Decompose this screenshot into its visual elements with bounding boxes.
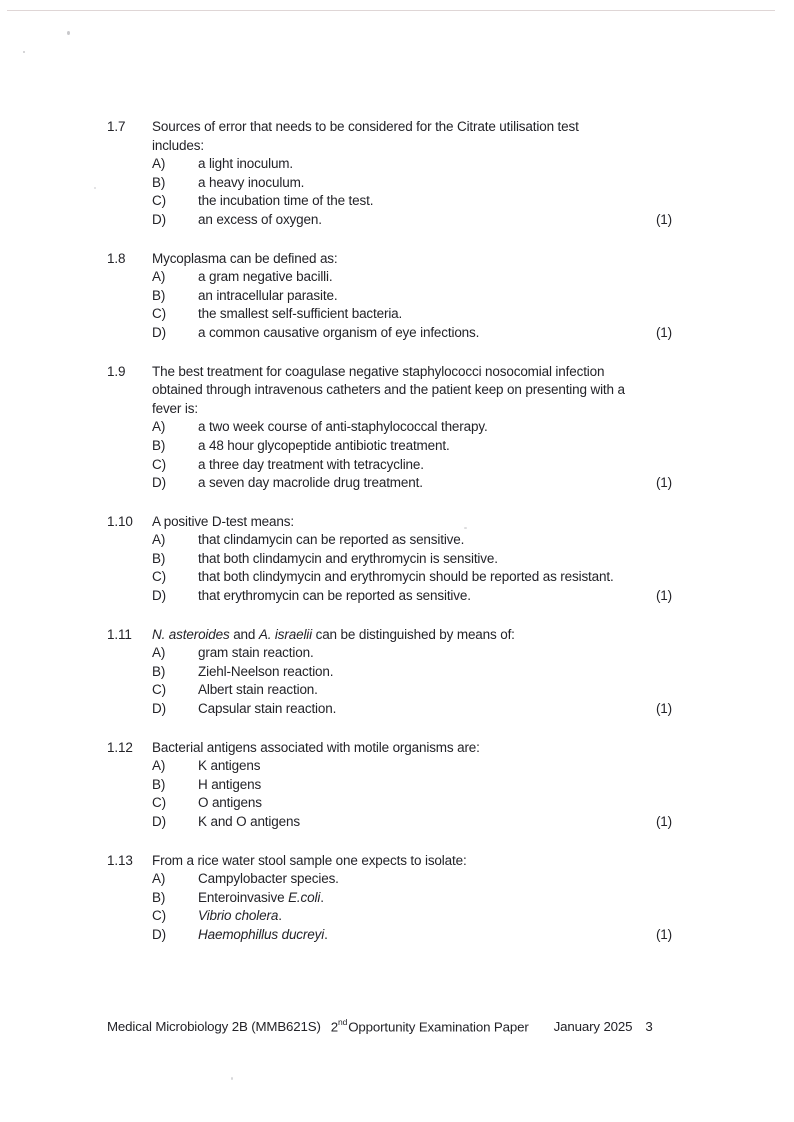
question-body <box>152 852 672 945</box>
option-letter: B) <box>152 287 166 303</box>
question-block <box>107 250 672 343</box>
question-number: 1.7 <box>107 119 126 134</box>
plain-text: . <box>324 926 328 942</box>
option-text <box>198 437 450 456</box>
footer-paper-name: Opportunity Examination Paper <box>348 1019 529 1035</box>
plain-text: O antigens <box>198 795 262 811</box>
question-list <box>107 118 672 965</box>
answer-option <box>152 644 672 663</box>
option-marks: (1) <box>655 814 672 829</box>
answer-option <box>152 418 672 437</box>
question-text <box>152 739 672 758</box>
answer-option <box>152 794 672 813</box>
plain-text: obtained through intravenous catheters and the patient keep on presenting with a <box>152 382 625 398</box>
question-text <box>152 626 672 645</box>
option-letter: A) <box>152 645 166 661</box>
option-letter: D) <box>152 324 166 340</box>
option-letter: C) <box>152 795 166 811</box>
option-letter: C) <box>152 569 166 585</box>
option-letter: A) <box>152 156 166 172</box>
footer-page-number: 3 <box>645 1019 653 1035</box>
italic-text: Vibrio cholera <box>198 908 279 924</box>
plain-text: a two week course of anti-staphylococcal therapy. <box>198 419 488 435</box>
answer-option <box>152 813 672 832</box>
option-letter: A) <box>152 758 166 774</box>
question-block <box>107 363 672 493</box>
scan-artifact-line <box>7 10 775 11</box>
italic-text: N. asteroides <box>152 626 230 642</box>
answer-option <box>152 550 672 569</box>
option-letter: C) <box>152 193 166 209</box>
option-text <box>198 287 337 306</box>
answer-option <box>152 437 672 456</box>
plain-text: The best treatment for coagulase negative staphylococci nosocomial infection <box>152 363 605 379</box>
answer-option <box>152 757 672 776</box>
plain-text: Ziehl-Neelson reaction. <box>198 663 334 679</box>
plain-text: Capsular stain reaction. <box>198 701 337 717</box>
option-text <box>198 813 300 832</box>
option-text <box>198 456 424 475</box>
option-text <box>198 155 293 174</box>
plain-text: . <box>278 908 282 924</box>
question-text-line <box>152 626 672 645</box>
option-letter: D) <box>152 814 166 829</box>
option-letter: D) <box>152 701 166 717</box>
option-text <box>198 531 464 550</box>
scan-speck <box>23 51 25 53</box>
option-text <box>198 324 479 343</box>
answer-option <box>152 587 672 606</box>
plain-text: can be distinguished by means of: <box>312 626 515 642</box>
plain-text: a three day treatment with tetracycline. <box>198 456 424 472</box>
plain-text: Albert stain reaction. <box>198 682 318 698</box>
option-marks: (1) <box>655 701 672 717</box>
option-letter: B) <box>152 776 166 792</box>
plain-text: From a rice water stool sample one expects to isolate: <box>152 852 467 868</box>
question-block <box>107 513 672 606</box>
plain-text: Enteroinvasive <box>198 889 289 905</box>
scan-speck <box>231 1077 233 1080</box>
option-letter: B) <box>152 663 166 679</box>
question-block <box>107 852 672 945</box>
plain-text: K and O antigens <box>198 814 300 829</box>
plain-text: that clindamycin can be reported as sensitive. <box>198 532 465 548</box>
option-text <box>198 757 260 776</box>
answer-option <box>152 700 672 719</box>
question-body <box>152 626 672 719</box>
question-text-line <box>152 381 672 400</box>
option-marks: (1) <box>655 588 672 604</box>
question-text-line <box>152 400 672 419</box>
question-text <box>152 250 672 269</box>
option-text <box>198 550 498 569</box>
question-body <box>152 250 672 343</box>
question-options <box>152 268 672 342</box>
italic-text: E.coli <box>288 889 321 905</box>
question-options <box>152 870 672 944</box>
answer-option <box>152 324 672 343</box>
plain-text: A positive D-test means: <box>152 513 294 529</box>
option-letter: A) <box>152 419 166 435</box>
option-letter: A) <box>152 532 166 548</box>
answer-option <box>152 174 672 193</box>
plain-text: that both clindamycin and erythromycin is sensitive. <box>198 550 498 566</box>
question-body <box>152 118 672 230</box>
question-text <box>152 118 672 155</box>
option-marks: (1) <box>655 211 672 227</box>
plain-text: a gram negative bacilli. <box>198 269 333 285</box>
answer-option <box>152 268 672 287</box>
answer-option <box>152 870 672 889</box>
option-text <box>198 870 339 889</box>
question-body <box>152 363 672 493</box>
question-block <box>107 118 672 230</box>
option-letter: D) <box>152 475 166 491</box>
option-text <box>198 926 328 945</box>
option-text <box>198 268 332 287</box>
answer-option <box>152 776 672 795</box>
question-text-line <box>152 137 672 156</box>
question-options <box>152 531 672 605</box>
option-text <box>198 644 314 663</box>
footer-paper-title <box>331 1014 529 1036</box>
plain-text: the incubation time of the test. <box>198 193 374 209</box>
option-text <box>198 568 614 587</box>
answer-option <box>152 907 672 926</box>
plain-text: a 48 hour glycopeptide antibiotic treatment. <box>198 437 450 453</box>
plain-text: gram stain reaction. <box>198 645 314 661</box>
italic-text: A. israelii <box>258 626 312 642</box>
plain-text: H antigens <box>198 776 262 792</box>
plain-text: Mycoplasma can be defined as: <box>152 250 338 266</box>
plain-text: Sources of error that needs to be considered for the Citrate utilisation test <box>152 119 579 134</box>
option-text <box>198 474 423 493</box>
answer-option <box>152 926 672 945</box>
question-number: 1.11 <box>107 626 132 642</box>
question-block <box>107 739 672 832</box>
plain-text: an intracellular parasite. <box>198 287 338 303</box>
answer-option <box>152 192 672 211</box>
question-text <box>152 513 672 532</box>
option-letter: B) <box>152 437 166 453</box>
plain-text: a seven day macrolide drug treatment. <box>198 475 423 491</box>
plain-text: that erythromycin can be reported as sensitive. <box>198 588 471 604</box>
plain-text: and <box>229 626 259 642</box>
option-marks: (1) <box>655 475 672 491</box>
question-number: 1.12 <box>107 739 133 755</box>
answer-option <box>152 287 672 306</box>
plain-text: Campylobacter species. <box>198 871 339 887</box>
plain-text: K antigens <box>198 758 261 774</box>
scan-speck <box>67 31 70 35</box>
option-text <box>198 794 262 813</box>
answer-option <box>152 531 672 550</box>
plain-text: . <box>320 889 324 905</box>
answer-option <box>152 456 672 475</box>
question-options <box>152 418 672 492</box>
footer-paper-ordinal: 2 <box>330 1019 339 1035</box>
plain-text: Bacterial antigens associated with motile organisms are: <box>152 739 480 755</box>
option-text <box>198 663 333 682</box>
scan-speck <box>94 187 96 189</box>
answer-option <box>152 681 672 700</box>
question-text-line <box>152 852 672 871</box>
option-letter: C) <box>152 908 166 924</box>
option-letter: B) <box>152 889 166 905</box>
option-letter: D) <box>152 588 166 604</box>
option-letter: D) <box>152 211 166 227</box>
question-number: 1.8 <box>107 250 126 266</box>
plain-text: a light inoculum. <box>198 156 294 172</box>
question-text-line <box>152 118 672 137</box>
plain-text: the smallest self-sufficient bacteria. <box>198 306 403 322</box>
plain-text: an excess of oxygen. <box>198 211 322 227</box>
answer-option <box>152 568 672 587</box>
option-text <box>198 587 471 606</box>
plain-text: that both clindymycin and erythromycin should be reported as resistant. <box>198 569 614 585</box>
question-body <box>152 739 672 832</box>
page-footer <box>107 1014 677 1036</box>
question-number: 1.13 <box>107 852 133 868</box>
option-letter: A) <box>152 269 166 285</box>
footer-paper-ordinal-suffix: nd <box>338 1017 348 1027</box>
question-text <box>152 852 672 871</box>
plain-text: a heavy inoculum. <box>198 174 305 190</box>
question-text-line <box>152 363 672 382</box>
option-text <box>198 174 304 193</box>
footer-course-title: Medical Microbiology 2B (MMB621S) <box>107 1019 321 1035</box>
option-letter: C) <box>152 456 166 472</box>
question-body <box>152 513 672 606</box>
option-letter: C) <box>152 306 166 322</box>
question-options <box>152 757 672 831</box>
question-options <box>152 644 672 718</box>
option-text <box>198 418 488 437</box>
option-text <box>198 211 322 230</box>
italic-text: Haemophillus ducreyi <box>198 926 325 942</box>
question-text-line <box>152 250 672 269</box>
option-marks: (1) <box>655 926 672 942</box>
option-letter: A) <box>152 871 166 887</box>
option-letter: B) <box>152 550 166 566</box>
answer-option <box>152 474 672 493</box>
question-text-line <box>152 513 672 532</box>
question-number: 1.9 <box>107 363 126 379</box>
option-text <box>198 192 373 211</box>
answer-option <box>152 663 672 682</box>
option-text <box>198 681 318 700</box>
option-text <box>198 907 282 926</box>
plain-text: fever is: <box>152 400 198 416</box>
answer-option <box>152 305 672 324</box>
plain-text: includes: <box>152 137 204 153</box>
question-options <box>152 155 672 229</box>
footer-date: January 2025 <box>553 1019 633 1035</box>
answer-option <box>152 889 672 908</box>
question-number: 1.10 <box>107 513 133 529</box>
plain-text: a common causative organism of eye infections. <box>198 324 480 340</box>
option-letter: C) <box>152 682 166 698</box>
question-text <box>152 363 672 419</box>
question-block <box>107 626 672 719</box>
option-letter: B) <box>152 174 166 190</box>
option-text <box>198 305 402 324</box>
question-text-line <box>152 739 672 758</box>
option-text <box>198 776 261 795</box>
answer-option <box>152 155 672 174</box>
option-text <box>198 889 324 908</box>
option-letter: D) <box>152 926 166 942</box>
option-text <box>198 700 336 719</box>
answer-option <box>152 211 672 230</box>
option-marks: (1) <box>655 324 672 340</box>
